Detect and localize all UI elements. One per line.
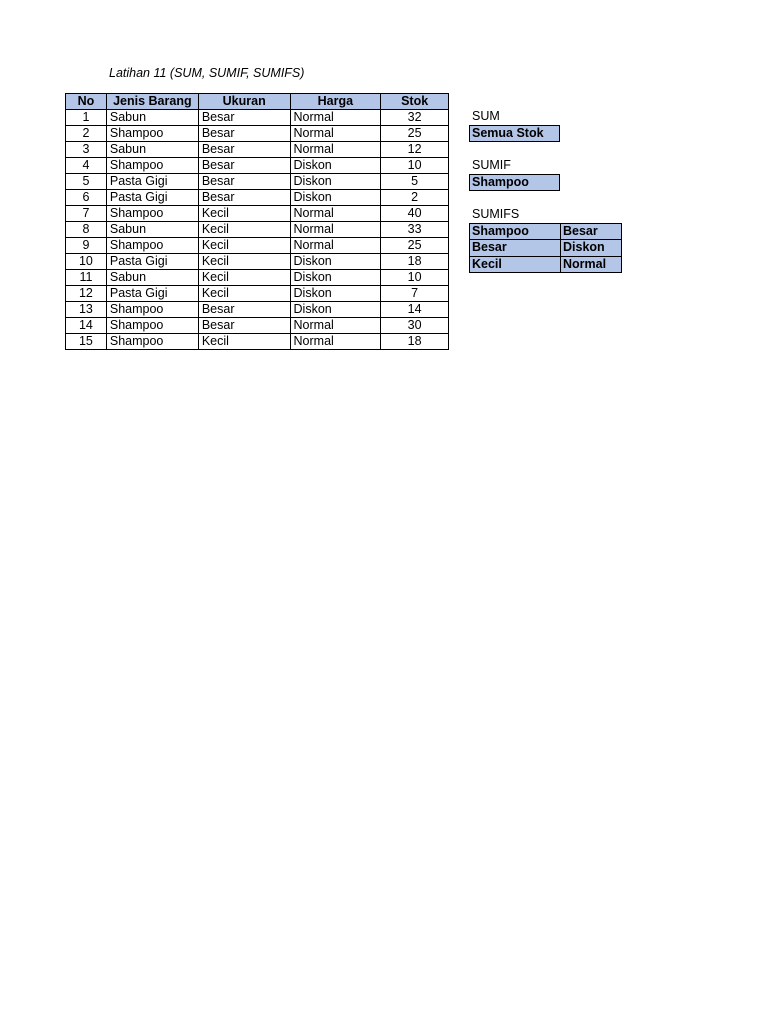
cell-harga[interactable]: Normal [290, 222, 381, 238]
cell-no[interactable]: 2 [66, 126, 107, 142]
cell-jenis-barang[interactable]: Shampoo [106, 126, 198, 142]
table-row [66, 158, 449, 174]
cell-stok[interactable]: 33 [381, 222, 449, 238]
cell-harga[interactable]: Diskon [290, 158, 381, 174]
cell-stok[interactable]: 18 [381, 334, 449, 350]
cell-ukuran[interactable]: Kecil [198, 270, 290, 286]
cell-stok[interactable]: 7 [381, 286, 449, 302]
cell-no[interactable]: 12 [66, 286, 107, 302]
cell-jenis-barang[interactable]: Sabun [106, 142, 198, 158]
cell-ukuran[interactable]: Besar [198, 174, 290, 190]
cell-no[interactable]: 9 [66, 238, 107, 254]
cell-stok[interactable]: 2 [381, 190, 449, 206]
sumif-criteria-cell[interactable]: Shampoo [469, 174, 560, 191]
cell-jenis-barang[interactable]: Pasta Gigi [106, 254, 198, 270]
header-ukuran[interactable]: Ukuran [198, 94, 290, 110]
cell-harga[interactable]: Normal [290, 126, 381, 142]
cell-jenis-barang[interactable]: Shampoo [106, 238, 198, 254]
sumif-label: SUMIF [472, 158, 511, 172]
sumifs-criteria-row [470, 256, 622, 272]
table-row [66, 334, 449, 350]
cell-no[interactable]: 1 [66, 110, 107, 126]
cell-no[interactable]: 10 [66, 254, 107, 270]
table-row [66, 174, 449, 190]
cell-stok[interactable]: 25 [381, 126, 449, 142]
sumifs-criteria-1[interactable]: Shampoo [470, 224, 561, 240]
sum-criteria-cell[interactable]: Semua Stok [469, 125, 560, 142]
cell-jenis-barang[interactable]: Shampoo [106, 334, 198, 350]
sumifs-criteria-table [469, 223, 622, 273]
sum-label: SUM [472, 109, 500, 123]
cell-stok[interactable]: 10 [381, 270, 449, 286]
cell-jenis-barang[interactable]: Pasta Gigi [106, 174, 198, 190]
stock-table [65, 93, 449, 350]
table-row [66, 238, 449, 254]
sumifs-criteria-2[interactable]: Normal [561, 256, 622, 272]
cell-no[interactable]: 3 [66, 142, 107, 158]
cell-ukuran[interactable]: Besar [198, 158, 290, 174]
cell-ukuran[interactable]: Kecil [198, 206, 290, 222]
cell-no[interactable]: 5 [66, 174, 107, 190]
cell-no[interactable]: 15 [66, 334, 107, 350]
table-row [66, 222, 449, 238]
cell-no[interactable]: 7 [66, 206, 107, 222]
cell-jenis-barang[interactable]: Sabun [106, 110, 198, 126]
cell-no[interactable]: 14 [66, 318, 107, 334]
cell-stok[interactable]: 40 [381, 206, 449, 222]
cell-harga[interactable]: Normal [290, 206, 381, 222]
cell-stok[interactable]: 10 [381, 158, 449, 174]
cell-ukuran[interactable]: Kecil [198, 238, 290, 254]
cell-jenis-barang[interactable]: Shampoo [106, 206, 198, 222]
cell-no[interactable]: 6 [66, 190, 107, 206]
header-stok[interactable]: Stok [381, 94, 449, 110]
cell-ukuran[interactable]: Besar [198, 318, 290, 334]
cell-ukuran[interactable]: Besar [198, 126, 290, 142]
cell-ukuran[interactable]: Besar [198, 142, 290, 158]
sumifs-criteria-2[interactable]: Diskon [561, 240, 622, 256]
cell-ukuran[interactable]: Besar [198, 302, 290, 318]
header-jenis-barang[interactable]: Jenis Barang [106, 94, 198, 110]
cell-jenis-barang[interactable]: Sabun [106, 270, 198, 286]
sumifs-criteria-2[interactable]: Besar [561, 224, 622, 240]
cell-jenis-barang[interactable]: Shampoo [106, 302, 198, 318]
table-row [66, 190, 449, 206]
cell-stok[interactable]: 12 [381, 142, 449, 158]
cell-stok[interactable]: 5 [381, 174, 449, 190]
table-row [66, 110, 449, 126]
cell-ukuran[interactable]: Kecil [198, 286, 290, 302]
table-row [66, 206, 449, 222]
cell-no[interactable]: 4 [66, 158, 107, 174]
sumifs-label: SUMIFS [472, 207, 520, 221]
cell-ukuran[interactable]: Kecil [198, 254, 290, 270]
sumifs-criteria-1[interactable]: Besar [470, 240, 561, 256]
table-row [66, 126, 449, 142]
cell-stok[interactable]: 18 [381, 254, 449, 270]
cell-no[interactable]: 13 [66, 302, 107, 318]
table-row [66, 270, 449, 286]
cell-stok[interactable]: 30 [381, 318, 449, 334]
table-row [66, 286, 449, 302]
table-row [66, 142, 449, 158]
cell-stok[interactable]: 14 [381, 302, 449, 318]
sumifs-criteria-row [470, 224, 622, 240]
cell-harga[interactable]: Normal [290, 142, 381, 158]
sumifs-criteria-row [470, 240, 622, 256]
cell-harga[interactable]: Diskon [290, 174, 381, 190]
table-row [66, 254, 449, 270]
cell-no[interactable]: 8 [66, 222, 107, 238]
cell-harga[interactable]: Diskon [290, 286, 381, 302]
cell-ukuran[interactable]: Kecil [198, 222, 290, 238]
table-row [66, 302, 449, 318]
cell-jenis-barang[interactable]: Shampoo [106, 318, 198, 334]
cell-jenis-barang[interactable]: Shampoo [106, 158, 198, 174]
cell-harga[interactable]: Diskon [290, 190, 381, 206]
cell-harga[interactable]: Diskon [290, 302, 381, 318]
header-harga[interactable]: Harga [290, 94, 381, 110]
cell-ukuran[interactable]: Besar [198, 190, 290, 206]
table-header-row [66, 94, 449, 110]
cell-jenis-barang[interactable]: Sabun [106, 222, 198, 238]
table-body [66, 110, 449, 350]
table-row [66, 318, 449, 334]
cell-harga[interactable]: Diskon [290, 254, 381, 270]
cell-jenis-barang[interactable]: Pasta Gigi [106, 190, 198, 206]
cell-jenis-barang[interactable]: Pasta Gigi [106, 286, 198, 302]
cell-harga[interactable]: Normal [290, 334, 381, 350]
sheet-title: Latihan 11 (SUM, SUMIF, SUMIFS) [109, 66, 305, 80]
cell-ukuran[interactable]: Kecil [198, 334, 290, 350]
cell-stok[interactable]: 32 [381, 110, 449, 126]
header-no[interactable]: No [66, 94, 107, 110]
sumifs-criteria-1[interactable]: Kecil [470, 256, 561, 272]
cell-ukuran[interactable]: Besar [198, 110, 290, 126]
cell-stok[interactable]: 25 [381, 238, 449, 254]
cell-harga[interactable]: Normal [290, 318, 381, 334]
cell-harga[interactable]: Diskon [290, 270, 381, 286]
cell-no[interactable]: 11 [66, 270, 107, 286]
cell-harga[interactable]: Normal [290, 110, 381, 126]
cell-harga[interactable]: Normal [290, 238, 381, 254]
